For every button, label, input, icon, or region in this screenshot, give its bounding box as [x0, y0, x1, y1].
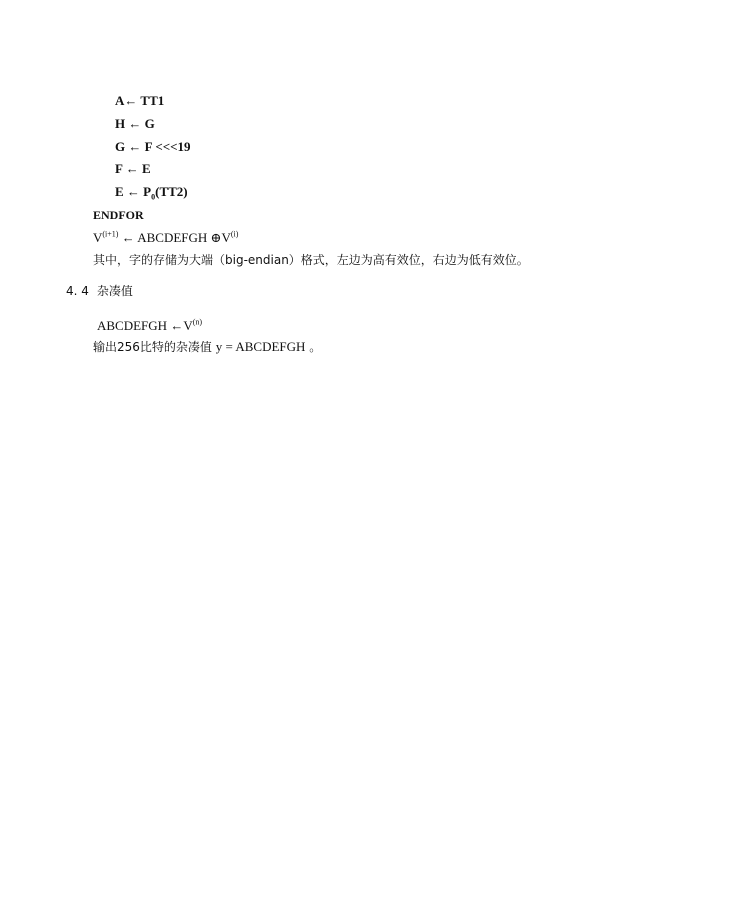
endfor-text: ENDFOR	[93, 208, 144, 222]
assign-g	[115, 139, 191, 155]
v-update-lhs: V	[93, 230, 103, 245]
assign-f-text: F ← E	[115, 161, 151, 176]
output-note	[93, 339, 321, 355]
endfor-keyword	[93, 207, 144, 223]
assign-e-suffix: (TT2)	[155, 184, 188, 199]
v-update-middle: ← ABCDEFGH ⊕V	[118, 230, 231, 245]
hash-assign-formula	[97, 318, 202, 334]
assign-a	[115, 93, 164, 109]
section-number: 4. 4	[66, 284, 89, 298]
hash-assign-text: ABCDEFGH ←V	[97, 318, 193, 333]
v-update-formula	[93, 230, 238, 246]
section-title: 杂凑值	[96, 284, 133, 298]
v-update-rhs-sup: (i)	[230, 229, 239, 239]
assign-g-text: G ← F <<<19	[115, 139, 191, 154]
hash-assign-sup: (n)	[192, 317, 203, 327]
output-note-suffix: 。	[305, 340, 322, 354]
assign-e	[115, 184, 188, 200]
output-note-prefix: 输出256比特的杂凑值	[93, 340, 216, 354]
assign-e-prefix: E ← P	[115, 184, 152, 199]
assign-f	[115, 161, 151, 177]
endian-note	[93, 252, 529, 268]
section-heading	[66, 283, 133, 299]
v-update-lhs-sup: (i+1)	[102, 229, 119, 239]
assign-h	[115, 116, 155, 132]
assign-a-text: A← TT1	[115, 93, 165, 108]
output-note-formula: y = ABCDEFGH	[215, 339, 306, 354]
assign-e-subscript: 0	[151, 192, 156, 202]
assign-h-text: H ← G	[115, 116, 155, 131]
endian-note-text: 其中，字的存储为大端（big-endian）格式，左边为高有效位，右边为低有效位。	[93, 253, 529, 267]
